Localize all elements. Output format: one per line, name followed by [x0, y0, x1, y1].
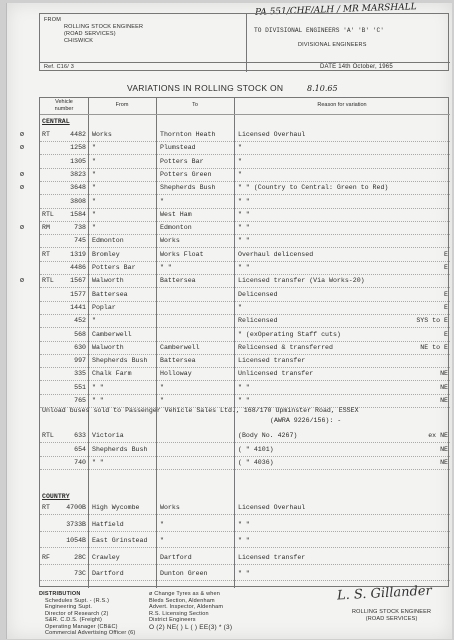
distribution-line: S&R. C.D.S. (Freight): [45, 617, 103, 623]
table-row: [40, 329, 450, 341]
code-cell: NE to E: [420, 343, 448, 351]
from-cell: Crawley: [92, 553, 120, 561]
reason-cell: Unlicensed transfer: [238, 370, 314, 378]
vehicle-number: 4486: [70, 264, 86, 271]
to-cell: Dunton Green: [160, 570, 208, 577]
to-cell: Works Float: [160, 250, 204, 258]
code-cell: E: [444, 330, 448, 338]
to-cell: Works: [160, 237, 180, 245]
code-cell: E: [444, 250, 448, 258]
vehicle-number: 1305: [70, 157, 86, 165]
from-cell: Poplar: [92, 303, 116, 311]
from-cell: ": [92, 210, 96, 218]
from-cell: Camberwell: [92, 330, 132, 338]
distribution-line: Schedules Supt. - (R.S.): [45, 597, 110, 604]
reason-cell: Delicensed: [238, 290, 278, 298]
reason-cell: Licensed transfer: [238, 357, 306, 365]
tick-mark: ø: [19, 224, 25, 233]
distribution-middle-line: Advert. Inspector, Aldenham: [149, 604, 224, 610]
reason-cell: " ": [238, 570, 250, 577]
to-cell: West Ham: [160, 210, 192, 218]
vehicle-number: 3733B: [66, 520, 86, 528]
to-cell: ": [160, 197, 164, 205]
code-cell: NE: [440, 459, 448, 466]
reason-cell: " (exOperating Staff cuts): [238, 330, 341, 338]
table-row: [40, 302, 450, 314]
col-vehicle-number: Vehicle number: [54, 99, 74, 112]
distribution-middle-line: District Engineers: [149, 617, 196, 623]
code-cell: SYS to E: [416, 317, 448, 325]
table-row: [40, 156, 450, 168]
vehicle-class: RT: [42, 504, 50, 511]
code-cell: NE: [440, 397, 448, 404]
reason-cell: " " (Country to Central: Green to Red): [238, 184, 389, 192]
vehicle-number: 745: [74, 237, 86, 245]
from-cell: Dartford: [92, 570, 124, 577]
vehicle-number: 740: [74, 459, 86, 466]
vehicle-number: 4482: [70, 131, 86, 138]
from-line-3: CHISWICK: [64, 38, 94, 44]
vehicle-number: 1584: [70, 210, 86, 218]
reason-cell: " ": [238, 224, 250, 232]
distribution-middle: [149, 591, 232, 631]
vehicle-number: 28C: [74, 553, 86, 561]
section-country: COUNTRY: [42, 493, 70, 500]
to-cell: ": [160, 383, 164, 391]
reason-cell: " ": [238, 197, 250, 205]
from-cell: Hatfield: [92, 520, 124, 528]
table-row: [40, 568, 450, 580]
from-cell: ": [92, 170, 96, 178]
table-row: [19, 222, 450, 234]
vehicle-number: 452: [74, 317, 86, 325]
table-row: [40, 552, 450, 564]
to-line-2: DIVISIONAL ENGINEERS: [298, 42, 367, 48]
col-from: From: [115, 102, 129, 108]
table-row: [19, 169, 450, 181]
vehicle-class: RM: [42, 224, 50, 232]
vehicle-number: 738: [74, 224, 86, 232]
reason-cell: ( " 4101): [238, 445, 274, 453]
to-cell: Camberwell: [160, 343, 200, 351]
reason-cell: Relicensed: [238, 317, 278, 325]
tick-mark: ø: [19, 277, 25, 286]
vehicle-number: 1441: [70, 303, 86, 311]
table-row: [40, 355, 450, 367]
vehicle-number: 654: [74, 445, 86, 453]
reason-cell: ": [238, 157, 242, 165]
table-row: [40, 519, 450, 531]
reason-cell: ( " 4036): [238, 459, 274, 466]
from-cell: High Wycombe: [92, 504, 140, 511]
table-row: [40, 502, 450, 514]
to-cell: Potters Bar: [160, 157, 204, 165]
to-cell: Shepherds Bush: [160, 184, 216, 192]
from-cell: ": [92, 224, 96, 232]
from-cell: ": [92, 184, 96, 192]
signoff-block: [352, 609, 431, 622]
vehicle-number: 4700B: [66, 504, 86, 511]
table-row: [40, 235, 450, 247]
signature: L. S. Gillander: [336, 583, 433, 604]
table-row: [40, 249, 450, 261]
from-cell: Walworth: [92, 277, 124, 285]
distribution-line: Director of Research (2): [45, 610, 109, 617]
from-cell: ": [92, 197, 96, 205]
vehicle-class: RT: [42, 131, 50, 138]
unload-line-2: (AWRA 9226/156): -: [270, 417, 342, 424]
code-cell: E: [444, 290, 448, 298]
from-cell: " ": [92, 383, 104, 391]
to-cell: ": [160, 397, 164, 404]
to-cell: Plumstead: [160, 144, 196, 152]
table-row: [40, 444, 450, 456]
vehicle-number: 3648: [70, 184, 86, 192]
from-cell: Potters Bar: [92, 264, 136, 271]
signoff-line: (ROAD SERVICES): [365, 615, 418, 622]
table-row: [19, 275, 450, 287]
table-row: [40, 209, 450, 221]
vehicle-number: 1567: [70, 277, 86, 285]
tick-mark: ø: [19, 144, 25, 153]
from-cell: " ": [92, 397, 104, 404]
to-cell: Thornton Heath: [160, 131, 216, 138]
reference: Ref. C16/ 3: [44, 64, 75, 70]
table-row: [40, 535, 450, 547]
table-row: [19, 182, 450, 194]
vehicle-number: 1577: [70, 290, 86, 298]
reason-cell: (Body No. 4267): [238, 432, 298, 439]
reason-cell: " ": [238, 397, 250, 404]
from-cell: " ": [92, 459, 104, 466]
tick-mark: ø: [19, 131, 25, 139]
to-cell: Potters Green: [160, 170, 212, 178]
to-line-1: TO DIVISIONAL ENGINEERS 'A' 'B' 'C': [254, 27, 384, 34]
from-label: FROM: [44, 17, 61, 23]
code-cell: NE: [440, 383, 448, 391]
from-cell: Chalk Farm: [92, 370, 132, 378]
section-central: CENTRAL: [42, 118, 70, 125]
from-cell: Edmonton: [92, 237, 124, 245]
from-cell: East Grinstead: [92, 537, 148, 544]
variations-table: [19, 97, 449, 587]
reason-cell: " ": [238, 383, 250, 391]
from-cell: Walworth: [92, 343, 124, 351]
distribution-block: [39, 591, 135, 637]
reason-cell: " ": [238, 210, 250, 218]
reason-cell: Licensed transfer: [238, 553, 306, 561]
reason-cell: " ": [238, 237, 250, 245]
to-cell: ": [160, 537, 164, 544]
vehicle-number: 335: [74, 370, 86, 378]
page-title: VARIATIONS IN ROLLING STOCK ON: [127, 83, 284, 93]
to-cell: Holloway: [160, 370, 192, 378]
title-date: 8.10.65: [307, 84, 338, 93]
signoff-line: ROLLING STOCK ENGINEER: [352, 609, 432, 615]
to-cell: Works: [160, 504, 180, 511]
table-row: [19, 142, 450, 154]
from-cell: ": [92, 157, 96, 165]
code-cell: ex NE: [428, 432, 448, 439]
document-page: [6, 3, 452, 639]
vehicle-number: 3823: [70, 170, 86, 178]
reason-cell: Licensed Overhaul: [238, 504, 306, 511]
reason-cell: ": [238, 303, 242, 311]
to-cell: Dartford: [160, 553, 192, 561]
to-cell: Battersea: [160, 277, 196, 285]
table-row: [40, 342, 450, 354]
table-row: [40, 289, 450, 301]
table-row: [40, 457, 450, 469]
vehicle-class: RTL: [42, 210, 54, 218]
vehicle-class: RTL: [42, 432, 54, 439]
distribution-line: Operating Manager (CB&C): [45, 623, 118, 630]
reason-cell: " ": [238, 537, 250, 544]
from-line-2: (ROAD SERVICES): [64, 31, 116, 37]
code-cell: NE: [440, 445, 448, 453]
reason-cell: Licensed Overhaul: [238, 131, 306, 138]
reason-cell: Relicensed & transferred: [238, 343, 333, 351]
vehicle-number: 73C: [74, 570, 86, 577]
reason-cell: ": [238, 170, 242, 178]
vehicle-number: 1319: [70, 250, 86, 258]
from-cell: Victoria: [92, 432, 124, 439]
distribution-middle-line: Bleds Section, Aldenham: [149, 597, 215, 604]
vehicle-number: 568: [74, 330, 86, 338]
vehicle-number: 1054B: [66, 537, 86, 544]
reason-cell: Licensed transfer (Via Works-20): [238, 277, 365, 285]
col-to: To: [192, 102, 198, 108]
from-cell: Bromley: [92, 250, 120, 258]
memo-date: DATE 14th October, 1965: [320, 64, 393, 70]
vehicle-class: RF: [42, 553, 50, 561]
reason-cell: " ": [238, 264, 250, 271]
vehicle-number: 630: [74, 343, 86, 351]
from-cell: Shepherds Bush: [92, 357, 148, 365]
vehicle-number: 765: [74, 397, 86, 404]
table-row: [40, 262, 450, 274]
to-cell: Edmonton: [160, 224, 192, 232]
from-cell: ": [92, 317, 96, 325]
vehicle-number: 633: [74, 432, 86, 439]
reason-cell: ": [238, 144, 242, 152]
code-cell: E: [444, 303, 448, 311]
unload-line-1: Unload buses sold to Passenger Vehicle Sales Ltd., 168/170 Upminster Road, ESSEX: [42, 407, 359, 414]
vehicle-number: 3808: [70, 197, 86, 205]
from-line-1: ROLLING STOCK ENGINEER: [64, 24, 144, 30]
to-cell: Battersea: [160, 357, 196, 365]
reason-cell: Overhaul delicensed: [238, 250, 314, 258]
table-row: [40, 196, 450, 208]
vehicle-class: RTL: [42, 277, 54, 285]
from-cell: Works: [92, 131, 112, 138]
code-cell: NE: [440, 370, 448, 378]
table-row: [40, 315, 450, 327]
table-row: [19, 129, 450, 141]
distribution-line: Engineering Supt.: [45, 604, 93, 610]
vehicle-number: 1258: [70, 144, 86, 152]
memo-header: [39, 13, 449, 71]
table-row: [40, 368, 450, 380]
vehicle-class: RT: [42, 250, 50, 258]
reason-cell: " ": [238, 520, 250, 528]
from-cell: Battersea: [92, 290, 128, 298]
code-cell: E: [444, 264, 448, 271]
table-row: [40, 382, 450, 394]
to-cell: ": [160, 520, 164, 528]
distribution-codes: O (2) NE( ) L ( ) EE(3) * (3): [149, 623, 233, 631]
from-cell: ": [92, 144, 96, 152]
col-reason: Reason for variation: [317, 102, 367, 108]
distribution-middle-line: R.S. Licensing Section: [149, 610, 209, 617]
table-row: [40, 395, 450, 407]
from-cell: Shepherds Bush: [92, 445, 148, 453]
handwritten-note: PA 551/CHF/ALH / MR MARSHALL: [254, 2, 417, 18]
to-cell: " ": [160, 264, 172, 271]
vehicle-number: 997: [74, 357, 86, 365]
vehicle-number: 551: [74, 383, 86, 391]
table-row: [40, 430, 450, 442]
distribution-middle-line: ø Change Tyres as & when: [149, 591, 221, 597]
tick-mark: ø: [19, 170, 25, 179]
distribution-line: Commercial Advertising Officer (6): [45, 630, 136, 636]
tick-mark: ø: [19, 184, 25, 193]
distribution-title: DISTRIBUTION: [39, 591, 81, 597]
